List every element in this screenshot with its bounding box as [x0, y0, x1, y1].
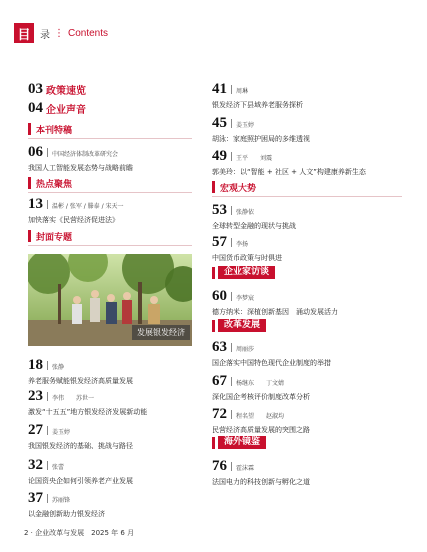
toc-entry-23[interactable]: 23 李伟 苏世一 激发“十五五”地方银发经济发展新动能: [28, 388, 148, 416]
toc-entry-18[interactable]: 18 张静 养老服务赋能银发经济高质量发展: [28, 357, 133, 385]
toc-entry-49[interactable]: 49 王平 刘震 郭美玲：以“智能 + 社区 + 人文”构建康养新生态: [212, 148, 366, 176]
section-macro: 宏观大势: [212, 180, 402, 194]
title-separator: ⋮: [54, 27, 64, 39]
section-reform: 改革发展: [212, 319, 266, 332]
contents-logo-icon: 目: [14, 23, 34, 43]
page-header: [14, 22, 108, 44]
contents-title-cn: 录: [40, 29, 50, 41]
cover-photo: [28, 254, 192, 346]
cover-badge: 发展银发经济: [132, 325, 190, 340]
toc-entry-63[interactable]: 63 周丽莎 国企落实中国特色现代企业制度的举措: [212, 339, 331, 367]
section-hot: 热点聚焦: [28, 176, 192, 190]
section-marker: [212, 181, 215, 193]
toc-entry-06[interactable]: 06 中国经济体制改革研究会 我国人工智能发展态势与战略前瞻: [28, 144, 133, 172]
section-marker: [28, 177, 31, 189]
toc-entry-57[interactable]: 57 李扬 中国货币政策与时俱进: [212, 234, 282, 262]
toc-entry-13[interactable]: 13 温彬 / 张军 / 滕泰 / 宋天一 加快落实《民营经济促进法》: [28, 196, 124, 224]
toc-item-voice[interactable]: 04 企业声音: [28, 100, 86, 116]
section-marker: [212, 437, 215, 449]
toc-entry-76[interactable]: 76 霍沫霖 法国电力的科技创新与孵化之道: [212, 458, 310, 486]
toc-entry-60[interactable]: 60 李梦宸 德方纳米：深植创新基因 涌动发展活力: [212, 288, 338, 316]
section-cover: 封面专题: [28, 229, 192, 243]
section-interview: 企业家访谈: [212, 266, 275, 279]
section-marker: [28, 230, 31, 242]
toc-entry-67[interactable]: 67 杨继东 丁文婧 深化国企考核评价制度改革分析: [212, 373, 310, 401]
toc-entry-41[interactable]: 41 周琳 银发经济下县域养老服务探析: [212, 81, 303, 109]
toc-entry-37[interactable]: 37 苏丽锋 以金融创新助力银发经济: [28, 490, 105, 518]
toc-entry-27[interactable]: 27 姜玉婷 我国银发经济的基础、挑战与路径: [28, 422, 133, 450]
section-marker: [212, 267, 215, 279]
toc-entry-45[interactable]: 45 姜玉婷 胡泳：家庭照护困局的多维透视: [212, 115, 310, 143]
contents-title-en: Contents: [68, 27, 109, 39]
page-footer: 2 · 企业改革与发展 2025 年 6 月: [24, 529, 135, 537]
section-overseas: 海外镜鉴: [212, 436, 266, 449]
section-feature: 本刊特稿: [28, 122, 192, 136]
toc-entry-72[interactable]: 72 程名望 赵淑均 民营经济高质量发展的突围之路: [212, 406, 310, 434]
section-marker: [212, 320, 215, 332]
toc-item-policy[interactable]: 03 政策速览: [28, 81, 86, 97]
toc-entry-32[interactable]: 32 张蕾 论国资央企如何引领养老产业发展: [28, 457, 133, 485]
toc-entry-53[interactable]: 53 张静依 全球转型金融的现状与挑战: [212, 202, 296, 230]
section-marker: [28, 123, 31, 135]
